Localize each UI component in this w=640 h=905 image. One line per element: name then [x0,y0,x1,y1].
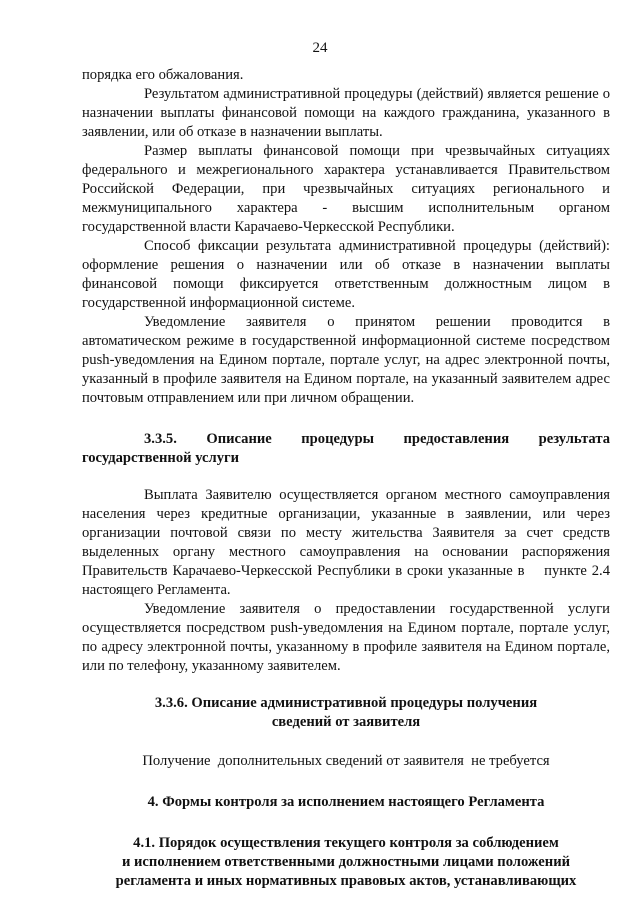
paragraph-service-notification: Уведомление заявителя о предоставлении государственной услуги осуществляется посредством push-уведомления на Едином портале, портале услуг, по адресу электронной почты, указанному в профиле заявителя на Едином портале, или по телефону, указанному заявителем. [82,601,610,674]
paragraph-payment-amount: Размер выплаты финансовой помощи при чрезвычайных ситуациях федерального и межрегионального характера устанавливается Правительством Российской Федерации, при чрезвычайных ситуациях регионального и межмуниципального характера - высшим исполнительным органом государственной власти Карачаево-Черкесской Республики. [82,143,610,235]
paragraph-appeal-order: порядка его обжалования. [82,67,244,83]
heading-3-3-6-line2: сведений от заявителя [271,714,421,730]
heading-3-3-5-line1: 3.3.5. Описание процедуры предоставления результата [144,431,610,447]
heading-4-1-line3: регламента и иных нормативных правовых актов, устанавливающих [115,873,577,889]
heading-3-3-5-line2: государственной услуги [82,450,240,466]
paragraph-procedure-result: Результатом административной процедуры (действий) является решение о назначении выплаты финансовой помощи на каждого гражданина, указанного в заявлении, или об отказе в назначении выплаты. [82,86,610,140]
heading-4-1-line1: 4.1. Порядок осуществления текущего контроля за соблюдением [133,835,559,851]
paragraph-payment-delivery: Выплата Заявителю осуществляется органом местного самоуправления населения через кредитные организации, указанные в заявлении, или через организации почтовой связи по месту жительства Заявителя за счет средств выделенных органу местного самоуправления на основании распоряжения Правительств Карачаево-Черкесской Республики в сроки указанные в пункте 2.4 настоящего Регламента. [82,487,610,598]
page-body [82,66,610,891]
page-number: 24 [312,40,328,56]
paragraph-applicant-notification: Уведомление заявителя о принятом решении проводится в автоматическом режиме в государственной информационной системе посредством push-уведомления на Едином портале, портале услуг, на адрес электронной почты, указанный в профиле заявителя на Едином портале, на указанный заявителем адрес почтовым отправлением или при личном обращении. [82,314,610,406]
heading-section-4: 4. Формы контроля за исполнением настоящего Регламента [147,794,545,810]
paragraph-no-additional-info: Получение дополнительных сведений от заявителя не требуется [142,753,550,769]
heading-4-1-line2: и исполнением ответственными должностными лицами положений [121,854,571,870]
heading-3-3-6-line1: 3.3.6. Описание административной процедуры получения [154,695,538,711]
paragraph-result-recording: Способ фиксации результата административной процедуры (действий): оформление решения о назначении или об отказе в назначении выплаты финансовой помощи фиксируется ответственным должностным лицом в государственной информационной системе. [82,238,610,311]
